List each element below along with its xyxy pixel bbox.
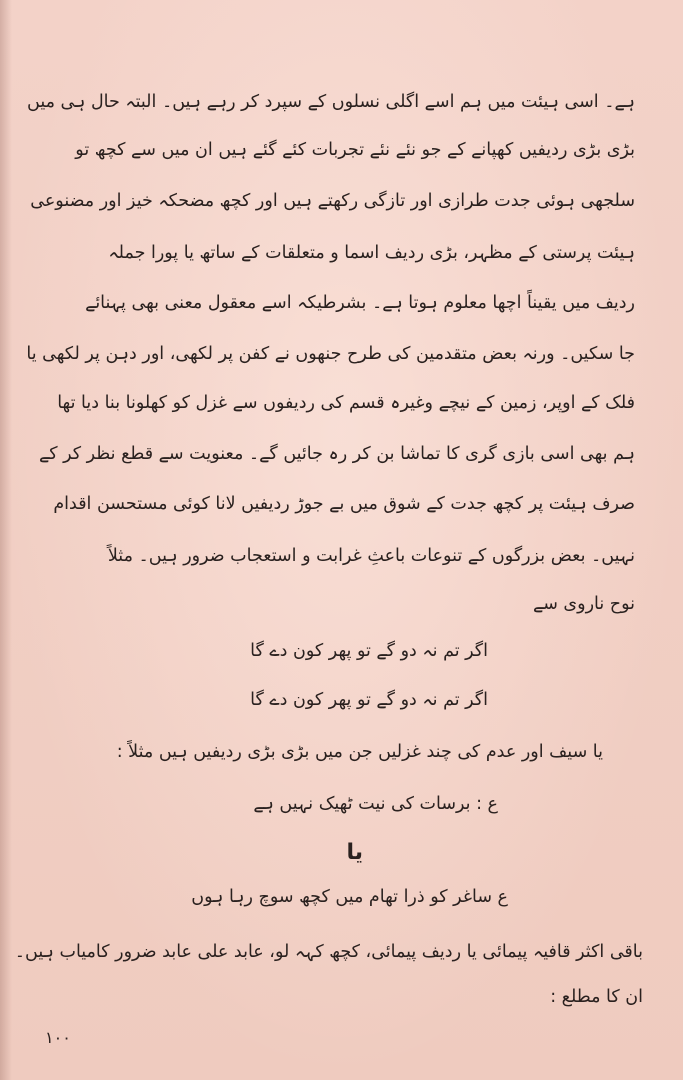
paragraph-line: ہیئت پرستی کے مظہر، بڑی ردیف اسما و متعلقات کے ساتھ یا پورا جملہ: [108, 243, 635, 263]
closing-line: باقی اکثر قافیہ پیمائی یا ردیف پیمائی، کچھ کہہ لو، عابد علی عابد ضرور کامیاب ہیں۔: [14, 942, 643, 962]
page-number: ۱۰۰: [45, 1028, 71, 1047]
paragraph-line: ہم بھی اسی بازی گری کا تماشا بن کر رہ جائیں گے۔ معنویت سے قطع نظر کر کے: [38, 444, 635, 464]
verse-line: ع ساغر کو ذرا تھام میں کچھ سوچ رہا ہوں: [191, 887, 508, 907]
paragraph-line: سلجھی ہوئی جدت طرازی اور تازگی رکھتے ہیں اور کچھ مضحکہ خیز اور مضنوعی: [30, 191, 635, 211]
intro-line: یا سیف اور عدم کی چند غزلیں جن میں بڑی بڑی ردیفیں ہیں مثلاً :: [116, 742, 603, 762]
paragraph-line: بڑی بڑی ردیفیں کھپانے کے جو نئے نئے تجربات کئے گئے ہیں ان میں سے کچھ تو: [75, 140, 635, 160]
paragraph-line: فلک کے اوپر، زمین کے نیچے وغیرہ قسم کی ردیفوں سے غزل کو کھلونا بنا دیا تھا: [57, 393, 635, 413]
paragraph-line: نوح ناروی سے: [532, 594, 635, 614]
paragraph-line: صرف ہیئت پر کچھ جدت کے شوق میں بے جوڑ ردیفیں لانا کوئی مستحسن اقدام: [53, 494, 635, 514]
page-edge-shadow: [0, 0, 12, 1080]
or-word: یا: [346, 840, 363, 865]
paragraph-line: ردیف میں یقیناً اچھا معلوم ہوتا ہے۔ بشرطیکہ اسے معقول معنی بھی پہنائے: [85, 293, 635, 313]
verse-line: اگر تم نہ دو گے تو پھر کون دے گا: [250, 690, 488, 710]
closing-line: ان کا مطلع :: [550, 987, 643, 1007]
verse-line: ع : برسات کی نیت ٹھیک نہیں ہے: [253, 794, 498, 814]
paragraph-line: جا سکیں۔ ورنہ بعض متقدمین کی طرح جنھوں نے کفن پر لکھی، اور دہن پر لکھی یا: [26, 344, 635, 364]
verse-line: اگر تم نہ دو گے تو پھر کون دے گا: [250, 641, 488, 661]
paragraph-line: ہے۔ اسی ہیئت میں ہم اسے اگلی نسلوں کے سپرد کر رہے ہیں۔ البتہ حال ہی میں: [27, 92, 635, 112]
paragraph-line: نہیں۔ بعض بزرگوں کے تنوعات باعثِ غرابت و استعجاب ضرور ہیں۔ مثلاً: [107, 546, 635, 566]
